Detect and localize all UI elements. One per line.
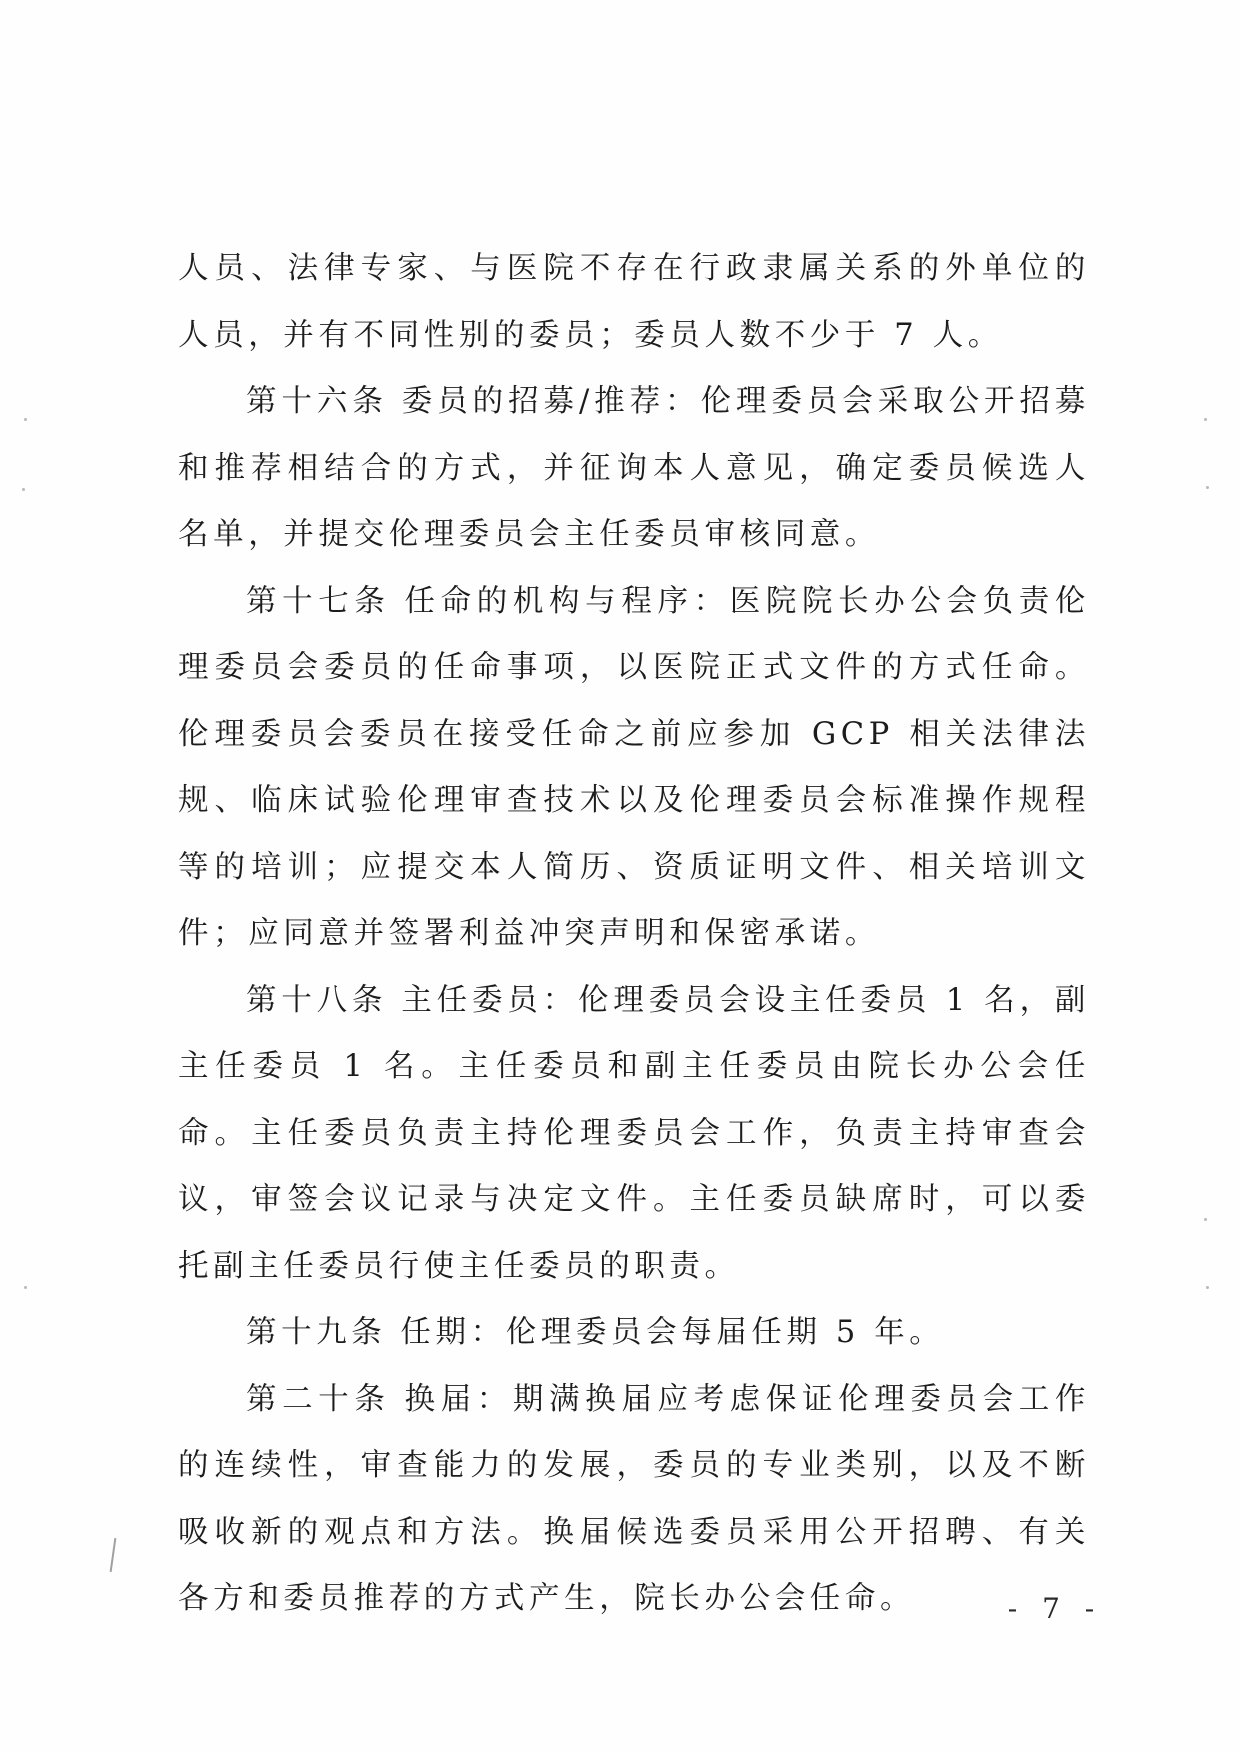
document-body bbox=[178, 236, 1090, 1633]
scan-speck bbox=[1204, 1218, 1207, 1221]
article-number: 第十九条 bbox=[246, 1315, 387, 1350]
paragraph-text: 人员、法律专家、与医院不存在行政隶属关系的外单位的人员，并有不同性别的委员；委员人数不少于 7 人。 bbox=[178, 251, 1090, 353]
paragraph-article-16 bbox=[178, 369, 1090, 569]
paragraph-article-17 bbox=[178, 569, 1090, 968]
scan-speck bbox=[24, 418, 27, 421]
scan-scratch bbox=[110, 1538, 117, 1572]
paragraph-text: 任期：伦理委员会每届任期 5 年。 bbox=[400, 1315, 945, 1350]
paragraph-continuation bbox=[178, 236, 1090, 369]
paragraph-text: 换届：期满换届应考虑保证伦理委员会工作的连续性，审查能力的发展，委员的专业类别，以及不断吸收新的观点和方法。换届候选委员采用公开招聘、有关各方和委员推荐的方式产生，院长办公会任命。 bbox=[178, 1381, 1090, 1616]
article-number: 第十七条 bbox=[246, 583, 391, 619]
scan-speck bbox=[24, 1286, 27, 1289]
article-number: 第十六条 bbox=[246, 384, 388, 419]
paragraph-text: 任命的机构与程序：医院院长办公会负责伦理委员会委员的任命事项，以医院正式文件的方式任命。伦理委员会委员在接受任命之前应参加 GCP 相关法律法规、临床试验伦理审查技术以及伦理委员会标准操作规程等的培训；应提交本人简历、资质证明文件、相关培训文件；应同意并签署利益冲突声明和保密承诺。 bbox=[178, 583, 1090, 951]
paragraph-text: 主任委员：伦理委员会设主任委员 1 名，副主任委员 1 名。主任委员和副主任委员由院长办公会任命。主任委员负责主持伦理委员会工作，负责主持审查会议，审签会议记录与决定文件。主任委员缺席时，可以委托副主任委员行使主任委员的职责。 bbox=[178, 982, 1090, 1284]
paragraph-article-18 bbox=[178, 968, 1090, 1301]
scan-speck bbox=[1204, 418, 1207, 421]
scan-speck bbox=[1206, 486, 1209, 489]
paragraph-article-20 bbox=[178, 1367, 1090, 1633]
scan-speck bbox=[1206, 1286, 1209, 1289]
paragraph-article-19 bbox=[178, 1300, 1090, 1367]
article-number: 第十八条 bbox=[246, 982, 388, 1018]
scan-speck bbox=[22, 488, 25, 491]
paragraph-text: 委员的招募/推荐：伦理委员会采取公开招募和推荐相结合的方式，并征询本人意见，确定委员候选人名单，并提交伦理委员会主任委员审核同意。 bbox=[178, 384, 1090, 552]
page-number: - 7 - bbox=[1007, 1592, 1103, 1625]
article-number: 第二十条 bbox=[246, 1381, 391, 1417]
